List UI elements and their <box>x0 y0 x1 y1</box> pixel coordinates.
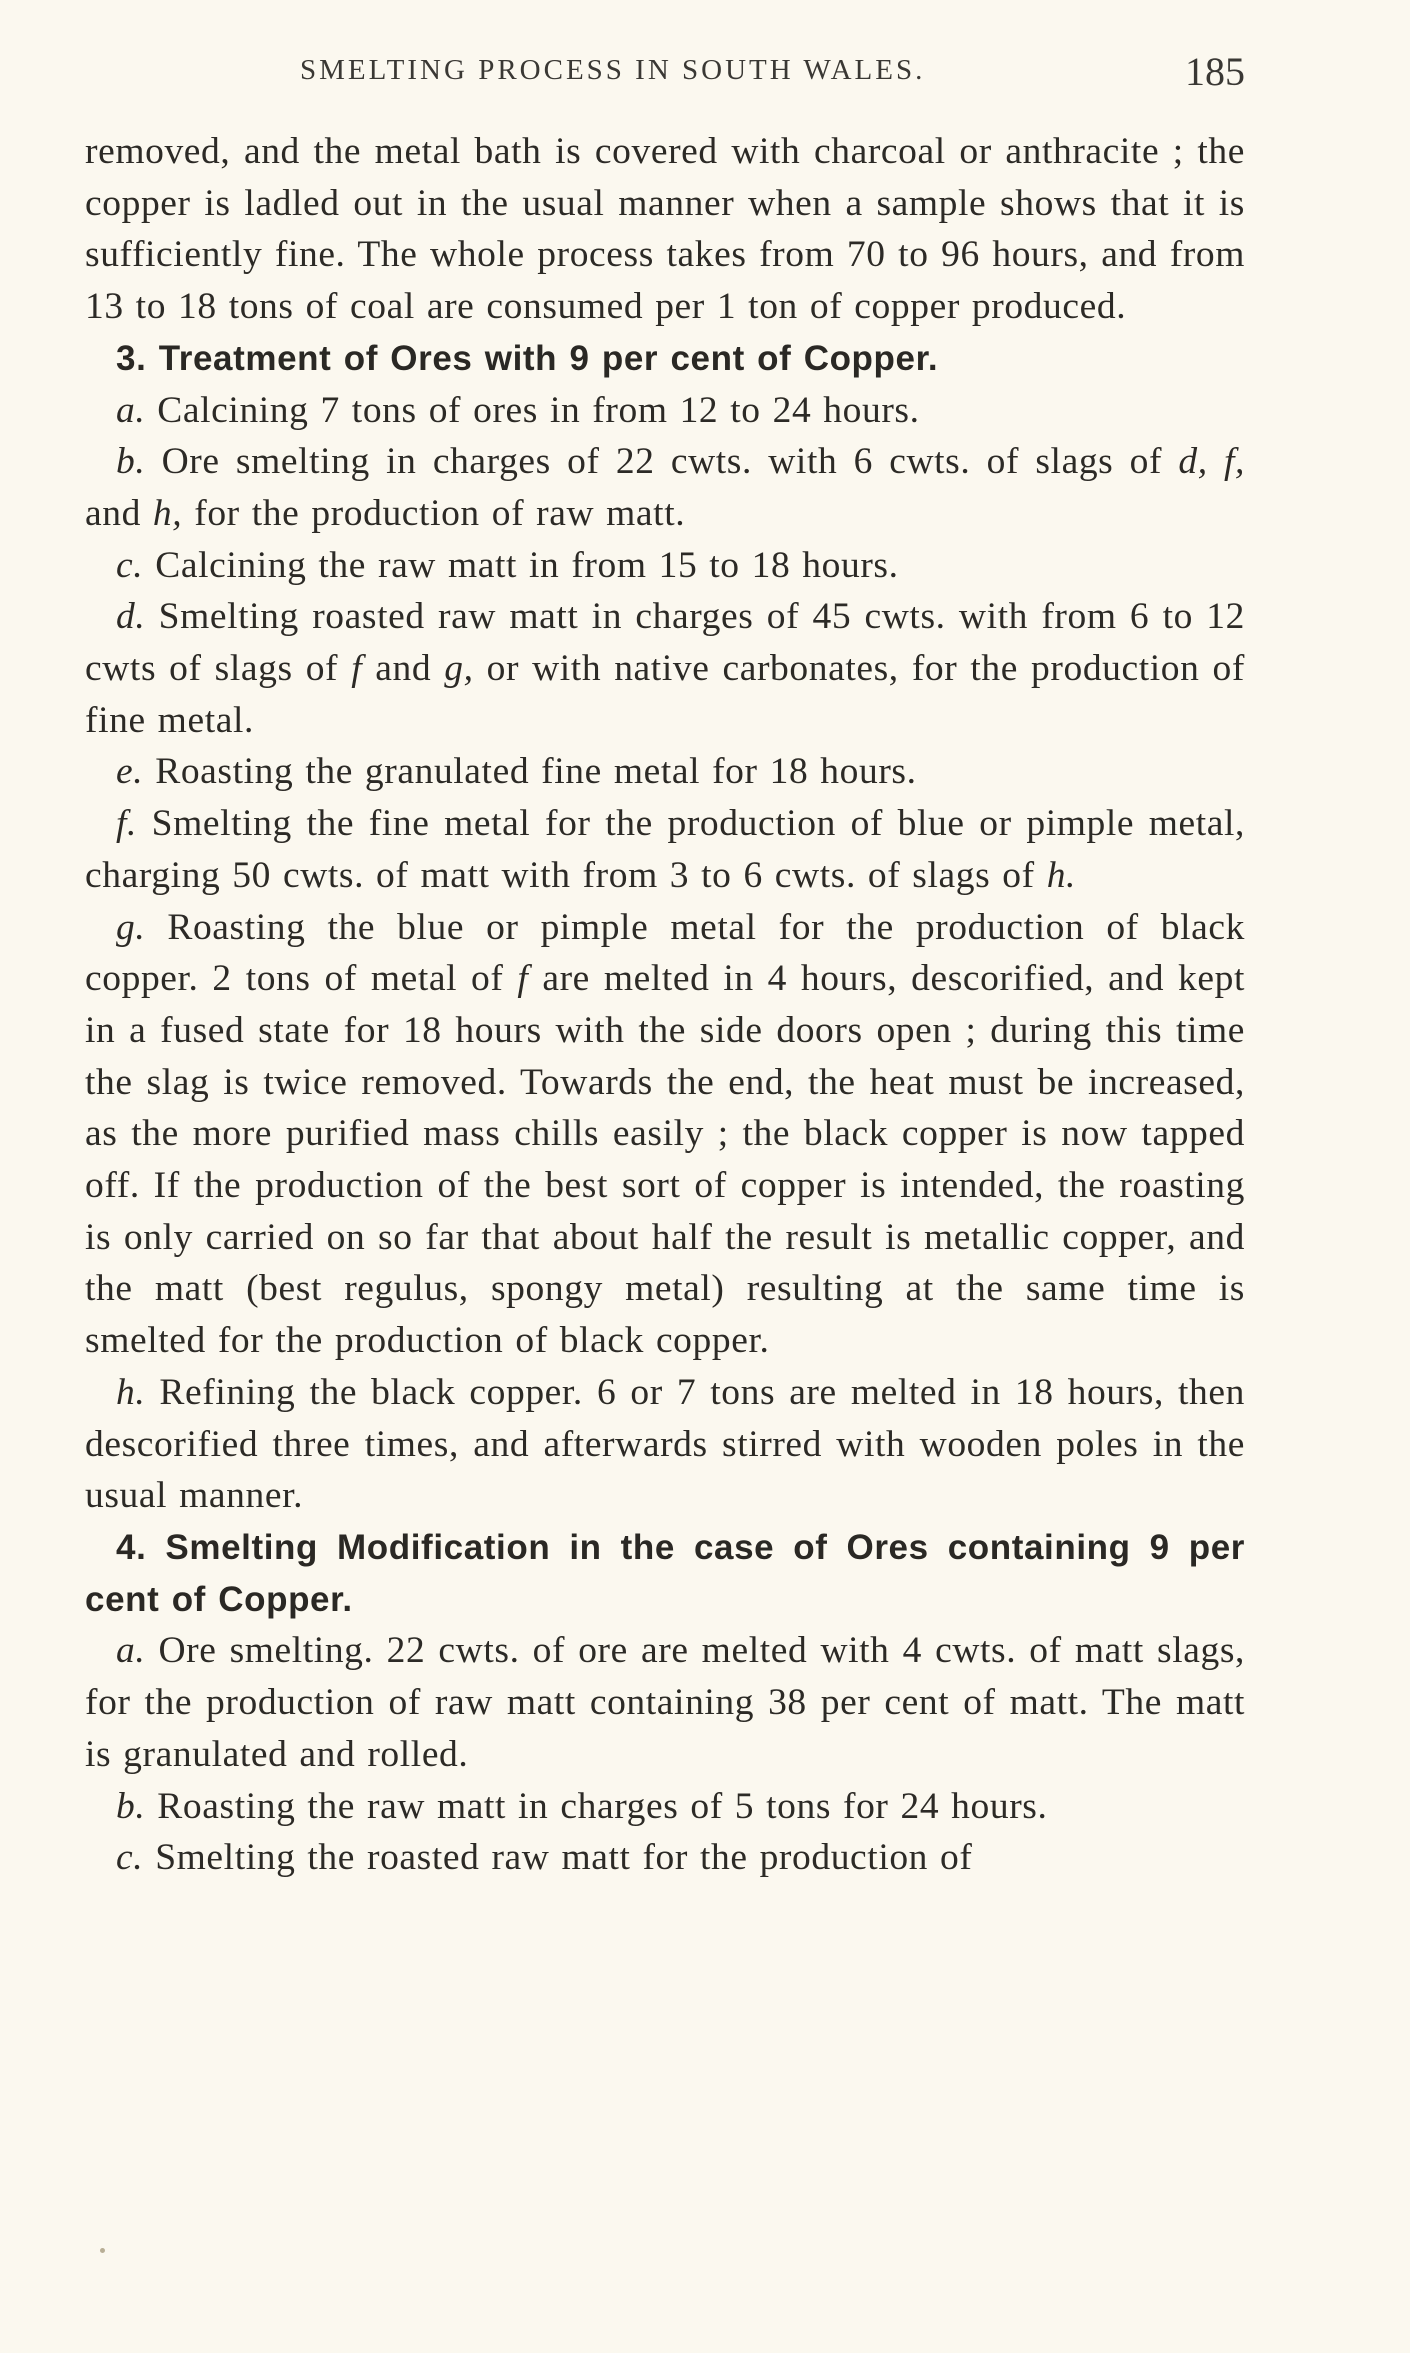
step-text: and <box>362 648 445 690</box>
step-text: Ore smelting in charges of 22 cwts. with 6 cwts. of slags of <box>145 441 1179 483</box>
slag-reference: d, f, <box>1178 441 1245 483</box>
step-text: for the production of raw matt. <box>182 492 686 534</box>
slag-reference: h, <box>152 492 183 534</box>
step-3c <box>85 540 1245 592</box>
step-label: f. <box>116 803 137 845</box>
step-label: h. <box>116 1371 146 1413</box>
step-label: e. <box>116 751 144 793</box>
step-4c <box>85 1832 1245 1884</box>
step-text: Roasting the raw matt in charges of 5 tons for 24 hours. <box>145 1785 1048 1827</box>
step-4b <box>85 1781 1245 1833</box>
section-heading-4-text: 4. Smelting Modification in the case of Ores containing 9 per cent of Copper. <box>85 1527 1245 1619</box>
step-3b <box>85 436 1245 539</box>
step-3f <box>85 798 1245 901</box>
step-text: Refining the black copper. 6 or 7 tons are melted in 18 hours, then descorified three times, and afterwards stirred with wooden poles in the usual manner. <box>85 1371 1245 1517</box>
step-text: Calcining the raw matt in from 15 to 18 hours. <box>143 544 899 586</box>
slag-reference: h. <box>1046 854 1077 896</box>
step-label: c. <box>116 544 144 586</box>
step-3a <box>85 385 1245 437</box>
step-text: Calcining 7 tons of ores in from 12 to 24 hours. <box>145 389 920 431</box>
step-text: Smelting roasted raw matt in charges of 45 cwts. with from 6 to 12 cwts of slags of <box>85 596 1245 690</box>
section-heading-4 <box>85 1522 1245 1625</box>
step-label: g. <box>116 906 146 948</box>
step-text: Roasting the blue or pimple metal for the production of black copper. 2 tons of metal of <box>85 906 1245 1000</box>
section-heading-3 <box>85 333 1245 385</box>
step-label: a. <box>116 389 146 431</box>
step-text: and <box>85 492 153 534</box>
step-4a <box>85 1625 1245 1780</box>
body-text <box>85 126 1245 1884</box>
step-label: b. <box>116 1785 146 1827</box>
step-text: Roasting the granulated fine metal for 18 hours. <box>143 751 917 793</box>
step-label: a. <box>116 1630 146 1672</box>
page-header <box>85 48 1245 98</box>
step-3d <box>85 591 1245 746</box>
step-3h <box>85 1367 1245 1522</box>
step-3g <box>85 902 1245 1367</box>
slag-reference: g, <box>444 648 474 690</box>
step-label: b. <box>116 441 146 483</box>
slag-reference: f <box>351 648 363 690</box>
step-text: are melted in 4 hours, descorified, and kept in a fused state for 18 hours with the side doors open ; during this time the slag is twice removed. Towards the end, the heat must be increased, as the more purified mass chills easily ; the black copper is now tapped off. If the production of the best sort of copper is intended, the roasting is only carried on so far that about half the result is metallic copper, and the matt (best regulus, spongy metal) resulting at the same time is smelted for the production of black copper. <box>85 958 1245 1362</box>
slag-reference: f <box>517 958 529 1000</box>
step-text: Smelting the fine metal for the production of blue or pimple metal, charging 50 cwts. of matt with from 3 to 6 cwts. of slags of <box>85 803 1245 896</box>
section-heading-3-text: 3. Treatment of Ores with 9 per cent of Copper. <box>116 338 939 378</box>
step-text: Ore smelting. 22 cwts. of ore are melted with 4 cwts. of matt slags, for the production of raw matt containing 38 per cent of matt. The matt is granulated and rolled. <box>85 1630 1245 1775</box>
paper-speck <box>100 2248 105 2253</box>
step-text: Smelting the roasted raw matt for the production of <box>143 1837 973 1879</box>
step-label: c. <box>116 1837 144 1879</box>
step-text: or with native carbonates, for the production of fine metal. <box>85 648 1245 741</box>
step-label: d. <box>116 596 146 638</box>
page-number: 185 <box>1185 49 1245 94</box>
paragraph-continuation: removed, and the metal bath is covered with charcoal or anthracite ; the copper is ladled out in the usual manner when a sample shows that it is sufficiently fine. The whole process takes from 70 to 96 hours, and from 13 to 18 tons of coal are consumed per 1 ton of copper produced. <box>85 131 1245 328</box>
step-3e <box>85 746 1245 798</box>
running-head: SMELTING PROCESS IN SOUTH WALES. <box>300 54 926 86</box>
